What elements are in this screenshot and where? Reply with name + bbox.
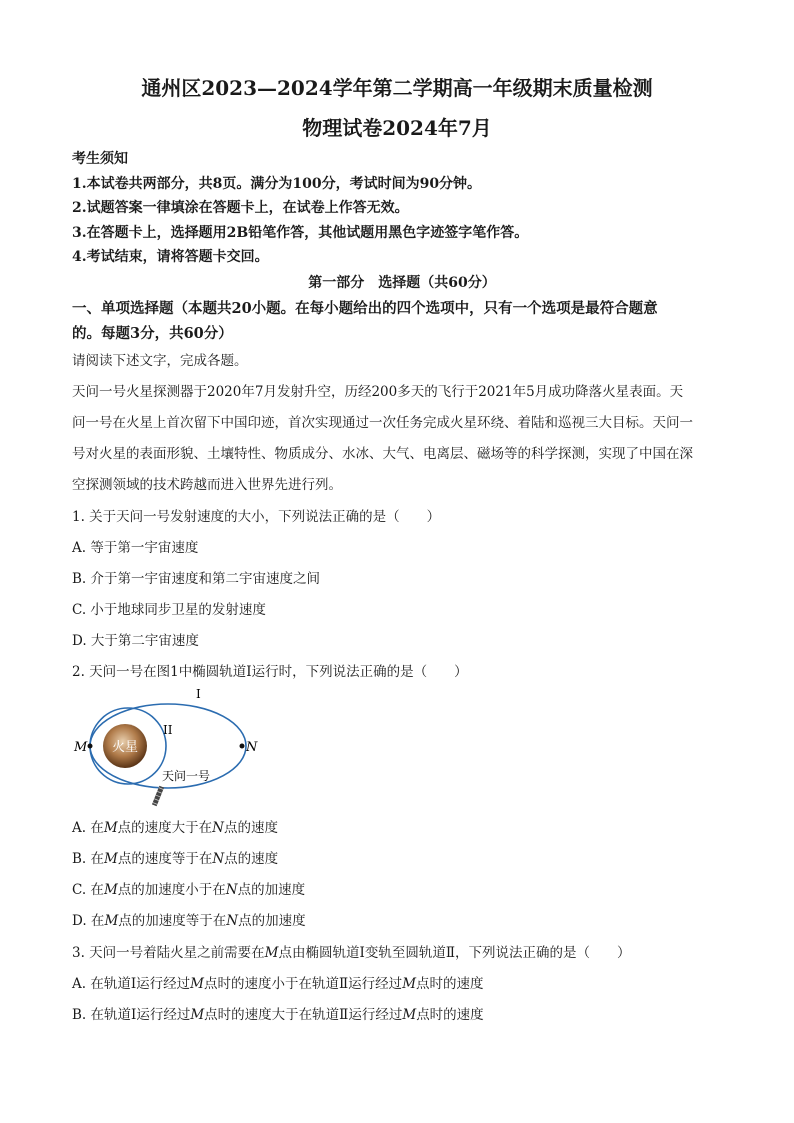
mars-label: 火星 [111,740,139,755]
passage-line: 空探测领域的技术跨越而进入世界先进行列。 [72,477,342,493]
question-1-stem: 1. 关于天问一号发射速度的大小，下列说法正确的是（ ） [72,509,441,525]
question-2-stem: 2. 天问一号在图1中椭圆轨道Ⅰ运行时，下列说法正确的是（ ） [72,664,468,680]
exam-subtitle: 物理试卷2024年7月 [302,116,492,140]
question-1-option-c: C. 小于地球同步卫星的发射速度 [72,602,266,618]
passage-line: 问一号在火星上首次留下中国印迹，首次实现通过一次任务完成火星环绕、着陆和巡视三大目标。天问一 [72,415,693,431]
exam-title: 通州区2023—2024学年第二学期高一年级期末质量检测 [141,76,653,100]
notice-item: 3.在答题卡上，选择题用2B铅笔作答，其他试题用黑色字迹签字笔作答。 [72,225,529,241]
notice-item: 2.试题答案一律填涂在答题卡上，在试卷上作答无效。 [72,200,409,216]
question-2-option-a: A. 在M点的速度大于在N点的速度 [72,820,278,836]
question-2-option-b: B. 在M点的速度等于在N点的速度 [72,851,279,867]
point-m [88,744,93,749]
notice-item: 1.本试卷共两部分，共8页。满分为100分，考试时间为90分钟。 [72,176,482,192]
point-n [240,744,245,749]
section-instruction: 一、单项选择题（本题共20小题。在每小题给出的四个选项中，只有一个选项是最符合题意 [72,300,658,317]
question-1-option-b: B. 介于第一宇宙速度和第二宇宙速度之间 [72,571,321,587]
passage-line: 号对火星的表面形貌、土壤特性、物质成分、水冰、大气、电离层、磁场等的科学探测，实现了中国在深 [72,446,693,462]
orbit-figure [72,684,272,812]
reading-prompt: 请阅读下述文字，完成各题。 [72,353,248,369]
label-orbit-1: I [196,687,201,701]
question-3-option-b: B. 在轨道Ⅰ运行经过M点时的速度大于在轨道Ⅱ运行经过M点时的速度 [72,1007,484,1023]
section-instruction: 的。每题3分，共60分） [72,325,233,342]
question-3-stem: 3. 天问一号着陆火星之前需要在M点由椭圆轨道Ⅰ变轨至圆轨道Ⅱ，下列说法正确的是（ ） [72,945,631,961]
question-2-option-c: C. 在M点的加速度小于在N点的加速度 [72,882,306,898]
passage-line: 天问一号火星探测器于2020年7月发射升空，历经200多天的飞行于2021年5月成功降落火星表面。天 [72,384,684,400]
question-2-option-d: D. 在M点的加速度等于在N点的加速度 [72,913,306,929]
question-1-option-d: D. 大于第二宇宙速度 [72,633,199,649]
probe-label: 天问一号 [162,769,211,783]
label-n: N [246,740,258,755]
label-m: M [74,740,88,755]
satellite-icon [152,786,164,806]
section-title: 第一部分 选择题（共60分） [308,275,496,291]
label-orbit-2: II [163,723,173,737]
notice-item: 4.考试结束，请将答题卡交回。 [72,249,269,265]
question-1-option-a: A. 等于第一宇宙速度 [72,540,199,556]
notice-heading: 考生须知 [72,151,128,167]
question-3-option-a: A. 在轨道Ⅰ运行经过M点时的速度小于在轨道Ⅱ运行经过M点时的速度 [72,976,484,992]
